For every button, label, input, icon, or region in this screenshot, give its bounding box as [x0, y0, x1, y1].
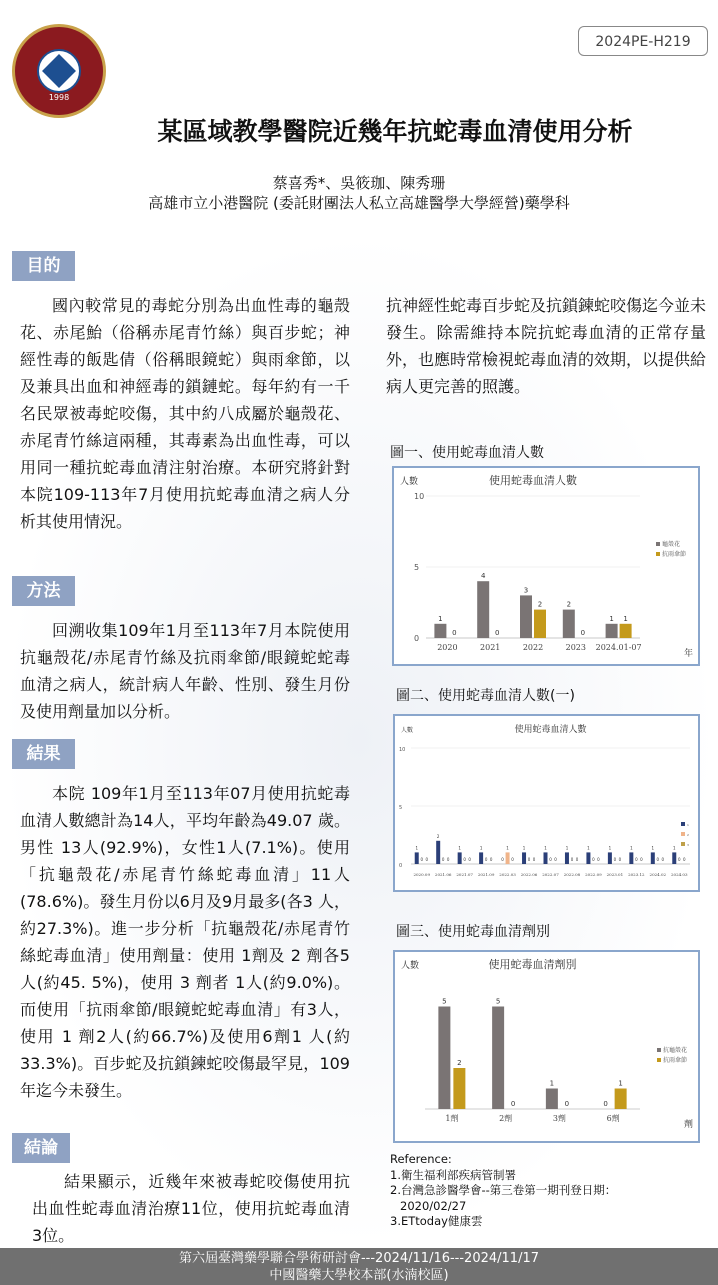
bar-value-label: 0 — [597, 857, 600, 862]
bar-抗雨傘節 — [453, 1068, 465, 1109]
bar-value-label: 1 — [587, 845, 590, 851]
x-tick-label: 2023.12 — [628, 872, 645, 877]
hospital-logo — [12, 24, 106, 118]
bar-value-label: 1 — [479, 845, 483, 851]
bar-value-label: 3 — [523, 586, 529, 595]
legend-entry: 龜殼花 — [662, 541, 681, 548]
authors: 蔡喜秀*、吳筱珈、陳秀珊 — [272, 174, 446, 192]
x-tick-label: 3劑 — [552, 1114, 566, 1123]
x-tick-label: 2021.07 — [456, 872, 473, 877]
x-tick-label: 2022 — [522, 643, 544, 652]
x-tick-label: 2劑 — [499, 1114, 513, 1123]
affiliation: 高雄市立小港醫院 (委託財團法人私立高雄醫學大學經營)藥學科 — [148, 194, 570, 212]
bar-value-label: 0 — [564, 1100, 570, 1108]
legend-entry: 抗雨傘節 — [662, 551, 687, 558]
bar-value-label: 1 — [506, 845, 509, 851]
bar-value-label: 0 — [549, 857, 552, 862]
bar-抗雨傘節 — [534, 610, 546, 638]
bar-value-label: 1 — [549, 1079, 555, 1088]
footer — [0, 1248, 718, 1285]
x-tick-label: 2024.01-07 — [595, 643, 642, 652]
conclusion-label: 結論 — [12, 1133, 70, 1163]
x-tick-label: 2023.01 — [606, 872, 624, 877]
bar-value-label: 0 — [603, 1100, 608, 1108]
legend-swatch — [657, 1058, 661, 1062]
method-label: 方法 — [12, 576, 75, 606]
references — [390, 1152, 710, 1230]
chart-title: 使用蛇毒血清人數 — [489, 474, 577, 487]
x-tick-label: 2021.06 — [434, 872, 452, 877]
bar-1 — [544, 852, 548, 864]
bar-value-label: 1 — [544, 845, 547, 851]
reference-item: 1.衛生福利部疾病管制署 — [390, 1167, 516, 1182]
bar-1 — [608, 852, 612, 864]
bar-1 — [672, 852, 676, 864]
bar-value-label: 1 — [438, 614, 443, 623]
bar-抗龜殼花 — [438, 1007, 450, 1110]
figure2-caption: 圖二、使用蛇毒血清人數(一) — [396, 688, 575, 704]
logo-emblem-icon — [37, 49, 81, 93]
bar-value-label: 0 — [489, 857, 493, 862]
bar-value-label: 2 — [566, 600, 572, 609]
y-axis-label: 人數 — [400, 477, 419, 487]
figure3-svg — [395, 952, 698, 1141]
bar-value-label: 0 — [463, 857, 466, 862]
bar-value-label: 0 — [425, 857, 429, 862]
legend-swatch — [681, 832, 685, 836]
y-tick-label: 5 — [414, 563, 420, 572]
logo-year: 1998 — [48, 93, 70, 102]
legend-entry: 1 — [687, 823, 689, 827]
bar-value-label: 0 — [592, 857, 595, 862]
poster-title: 某區域教學醫院近幾年抗蛇毒血清使用分析 — [157, 117, 633, 146]
bar-value-label: 1 — [415, 845, 419, 851]
legend-entry: 抗龜殼花 — [663, 1047, 688, 1054]
chart-title: 使用蛇毒血清劑別 — [488, 958, 577, 971]
bar-抗雨傘節 — [620, 624, 632, 638]
bar-value-label: 1 — [565, 845, 569, 851]
bar-value-label: 0 — [501, 857, 504, 862]
x-tick-label: 2021.09 — [477, 872, 495, 877]
bar-1 — [629, 852, 633, 864]
reference-item: 2020/02/27 — [400, 1198, 467, 1213]
legend-swatch — [656, 542, 660, 546]
x-tick-label: 2021 — [480, 643, 501, 652]
figure2-chart — [393, 714, 700, 892]
bar-value-label: 1 — [522, 845, 526, 851]
x-tick-label: 2022.06 — [520, 872, 538, 877]
bar-value-label: 0 — [613, 857, 617, 862]
x-tick-label: 2020 — [437, 643, 458, 652]
x-tick-label: 6劑 — [606, 1114, 620, 1123]
y-tick-label: 0 — [399, 863, 403, 869]
bar-value-label: 0 — [446, 857, 450, 862]
reference-item: 2.台灣急診醫學會--第三卷第一期刊登日期： — [390, 1183, 617, 1197]
x-tick-label: 2024.03 — [670, 872, 688, 877]
y-tick-label: 5 — [399, 805, 403, 811]
figure1-caption: 圖一、使用蛇毒血清人數 — [390, 445, 544, 461]
bar-value-label: 1 — [672, 845, 676, 851]
bar-value-label: 0 — [532, 857, 536, 862]
figure3-caption: 圖三、使用蛇毒血清劑別 — [396, 924, 550, 940]
reference-item: 3.ETtoday健康雲 — [390, 1214, 483, 1228]
bar-value-label: 4 — [480, 572, 486, 581]
results-continued-text: 抗神經性蛇毒百步蛇及抗鎖鍊蛇咬傷迄今並未發生。除需維持本院抗蛇毒血清的正常存量外，也應時常檢視蛇毒血清的效期，以提供給病人更完善的照護。 — [386, 296, 707, 396]
bar-龜殼花 — [434, 624, 446, 638]
x-axis-label: 劑 — [684, 1120, 694, 1130]
x-tick-label: 2020.09 — [413, 872, 431, 877]
legend-swatch — [657, 1048, 661, 1052]
chart-title: 使用蛇毒血清人數 — [514, 725, 587, 735]
bar-value-label: 0 — [527, 857, 531, 862]
bar-value-label: 0 — [656, 857, 660, 862]
x-tick-label: 1劑 — [445, 1114, 459, 1123]
bar-value-label: 0 — [511, 857, 514, 862]
bar-龜殼花 — [520, 595, 532, 638]
y-axis-label: 人數 — [401, 961, 420, 971]
footer-conference: 第六屆臺灣藥學聯合學術研討會---2024/11/16---2024/11/17 — [178, 1251, 539, 1266]
bar-value-label: 1 — [608, 845, 612, 851]
bar-value-label: 0 — [677, 857, 681, 862]
x-tick-label: 2023 — [565, 643, 586, 652]
results-label: 結果 — [12, 739, 75, 769]
bar-value-label: 0 — [494, 629, 500, 637]
purpose-text: 國內較常見的毒蛇分別為出血性毒的龜殼花、赤尾鮐（俗稱赤尾青竹絲）與百步蛇；神經性毒的飯匙倩（俗稱眼鏡蛇）與雨傘節，以及兼具出血和神經毒的鎖鏈蛇。每年約有一千名民眾被毒蛇咬傷，其中約八成屬於龜殼花、赤尾青竹絲這兩種，其毒素為出血性毒，可以用同一種抗蛇毒血清注射治療。本研究將針對本院109-113年7月使用抗蛇毒血清之病人分析其使用情況。 — [20, 296, 350, 531]
bar-value-label: 5 — [495, 997, 501, 1006]
footer-venue: 中國醫藥大學校本部(水湳校區) — [269, 1268, 449, 1283]
bar-龜殼花 — [606, 624, 618, 638]
bar-1 — [479, 852, 483, 864]
bar-value-label: 0 — [580, 629, 586, 637]
bar-1 — [458, 852, 462, 864]
legend-swatch — [656, 552, 660, 556]
bar-1 — [586, 852, 590, 864]
y-tick-label: 0 — [414, 634, 420, 643]
bar-value-label: 0 — [570, 857, 574, 862]
y-axis-label: 人數 — [401, 727, 414, 734]
bar-value-label: 0 — [510, 1100, 516, 1108]
bar-1 — [415, 852, 419, 864]
bar-1 — [651, 852, 655, 864]
conclusion-text: 結果顯示，近幾年來被毒蛇咬傷使用抗出血性蛇毒血清治療11位，使用抗蛇毒血清3位。 — [32, 1172, 350, 1245]
bar-value-label: 0 — [452, 629, 457, 637]
bar-龜殼花 — [477, 581, 489, 638]
bar-龜殼花 — [563, 610, 575, 638]
purpose-label: 目的 — [12, 251, 75, 281]
figure1-chart — [392, 466, 700, 666]
legend-entry: 2 — [687, 833, 689, 837]
bar-抗龜殼花 — [546, 1089, 558, 1110]
legend-swatch — [681, 822, 685, 826]
bar-value-label: 0 — [682, 857, 686, 862]
bar-value-label: 0 — [554, 857, 557, 862]
bar-value-label: 2 — [537, 600, 543, 609]
y-tick-label: 10 — [414, 492, 425, 501]
bar-value-label: 1 — [623, 614, 628, 623]
bar-value-label: 1 — [618, 1079, 623, 1088]
bar-value-label: 0 — [635, 857, 638, 862]
figure3-chart — [393, 950, 700, 1143]
bar-value-label: 0 — [575, 857, 579, 862]
bar-抗龜殼花 — [492, 1007, 504, 1110]
y-tick-label: 10 — [399, 747, 406, 753]
bar-value-label: 1 — [609, 614, 614, 623]
bar-value-label: 0 — [661, 857, 665, 862]
bar-1 — [436, 841, 440, 864]
bar-value-label: 5 — [442, 997, 447, 1006]
poster-id-badge: 2024PE-H219 — [578, 26, 708, 56]
bar-value-label: 1 — [651, 845, 655, 851]
references-heading: Reference: — [390, 1152, 452, 1166]
bar-value-label: 2 — [457, 1059, 462, 1067]
bar-value-label: 0 — [441, 857, 445, 862]
results-text: 本院 109年1月至113年07月使用抗蛇毒血清人數總計為14人，平均年齡為49.07 歲。男性 13人(92.9%)，女性1人(7.1%)。使用「抗龜殼花/赤尾青竹絲蛇毒血清」11人(78.6%)。發生月份以6月及9月最多(各3 人，約27.3%)。進一步分析「抗龜殼花/赤尾青竹絲蛇毒血清」使用劑量：使用 1劑及 2 劑各5人(約45. 5%)，使用 3 劑者 1人(約9.0%)。而使用「抗雨傘節/眼鏡蛇蛇毒血清」有3人，使用 1 劑2人(約66.7%)及使用6劑1 人(約33.3%)。百步蛇及抗鎖鍊蛇咬傷最罕見，109年迄今未發生。 — [20, 784, 350, 1100]
x-tick-label: 2024.02 — [649, 872, 667, 877]
bar-value-label: 0 — [618, 857, 622, 862]
x-tick-label: 2022.03 — [499, 872, 516, 877]
bar-value-label: 0 — [468, 857, 471, 862]
method-text: 回溯收集109年1月至113年7月本院使用抗龜殼花/赤尾青竹絲及抗雨傘節/眼鏡蛇蛇毒血清之病人，統計病人年齡、性別、發生月份及使用劑量加以分析。 — [20, 621, 350, 721]
bar-value-label: 0 — [640, 857, 643, 862]
x-tick-label: 2022.08 — [563, 872, 581, 877]
figure2-svg — [395, 716, 698, 890]
bar-value-label: 0 — [420, 857, 424, 862]
x-tick-label: 2022.07 — [542, 872, 559, 877]
bar-1 — [522, 852, 526, 864]
legend-swatch — [681, 842, 685, 846]
legend-entry: 3 — [687, 843, 689, 847]
bar-2 — [506, 852, 510, 864]
bar-value-label: 2 — [436, 833, 440, 839]
bar-1 — [565, 852, 569, 864]
bar-抗雨傘節 — [615, 1089, 627, 1110]
x-axis-label: 年 — [684, 649, 694, 659]
figure1-svg — [394, 468, 698, 664]
bar-value-label: 1 — [458, 845, 461, 851]
x-tick-label: 2022.09 — [585, 872, 602, 877]
bar-value-label: 1 — [630, 845, 633, 851]
legend-entry: 抗雨傘節 — [663, 1057, 688, 1064]
bar-value-label: 0 — [484, 857, 488, 862]
